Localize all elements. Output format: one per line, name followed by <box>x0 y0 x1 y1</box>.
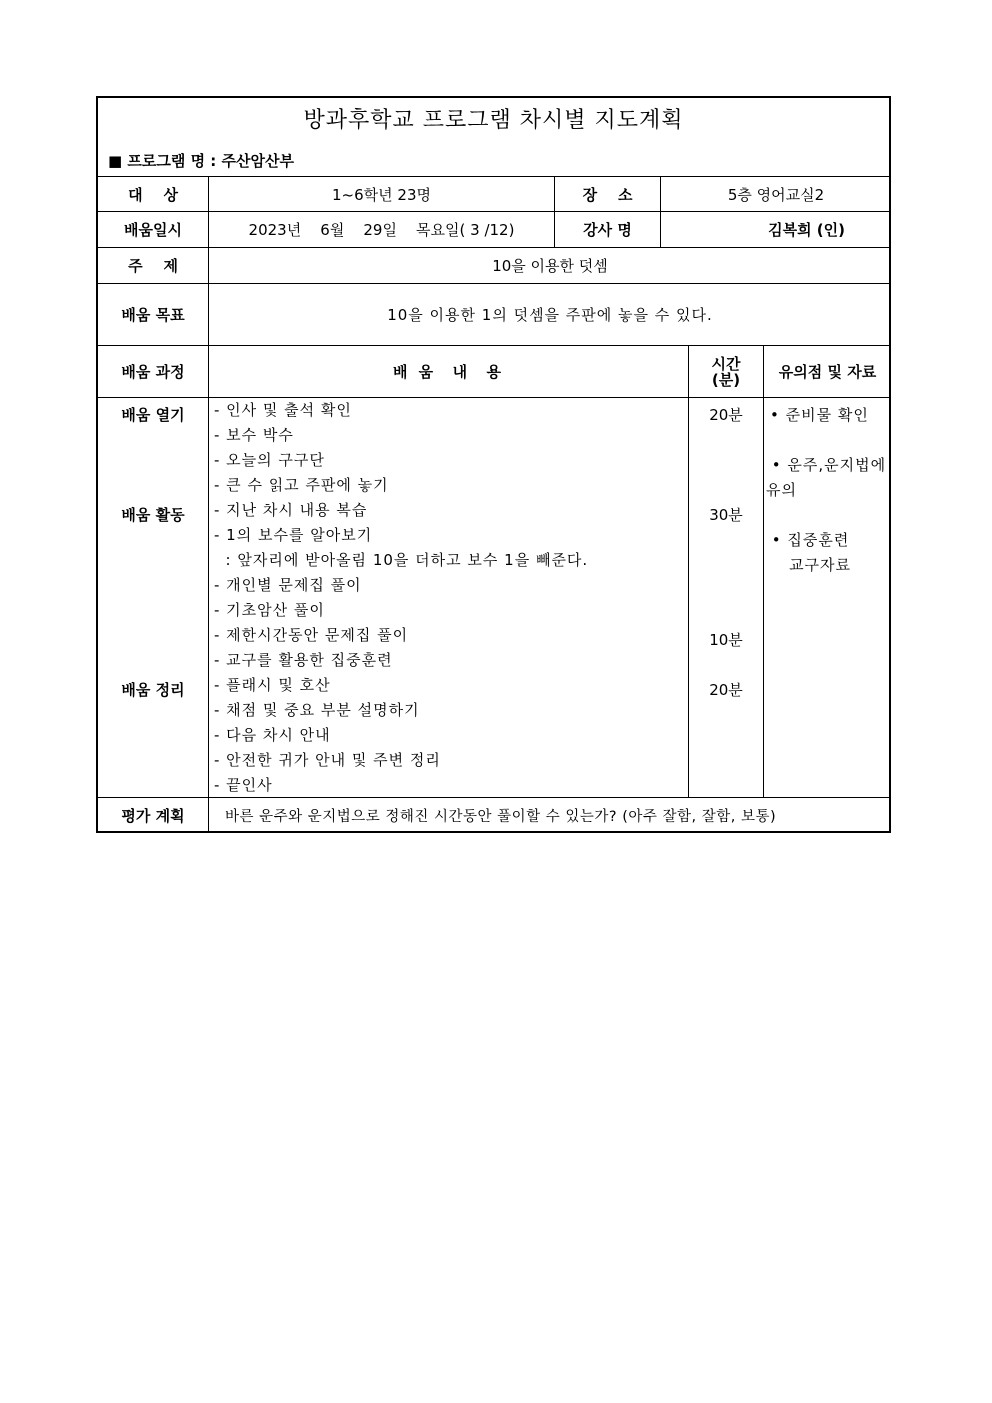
list-item: - 제한시간동안 문제집 풀이 <box>214 626 409 644</box>
column-divider <box>763 345 764 797</box>
teacher-value: 김복희 (인) <box>768 221 845 239</box>
target-label: 대 상 <box>128 185 178 204</box>
list-item: - 지난 차시 내용 복습 <box>214 501 368 519</box>
program-name: ■ 프로그램 명 : 주산암산부 <box>108 152 294 170</box>
goal-label: 배움 목표 <box>121 306 185 324</box>
date-label: 배움일시 <box>124 221 182 239</box>
list-item: - 채점 및 중요 부분 설명하기 <box>214 701 420 719</box>
list-item: - 인사 및 출석 확인 <box>214 401 352 419</box>
target-value: 1~6학년 23명 <box>332 185 431 204</box>
phase-closing: 배움 정리 <box>121 681 185 699</box>
evaluation-label: 평가 계획 <box>121 807 185 825</box>
document-title: 방과후학교 프로그램 차시별 지도계획 <box>303 108 684 133</box>
list-item: - 오늘의 구구단 <box>214 451 325 469</box>
notes-header: 유의점 및 자료 <box>778 363 877 381</box>
list-item: - 다음 차시 안내 <box>214 726 331 744</box>
time-header-line1: 시간 <box>711 354 741 373</box>
list-item: - 안전한 귀가 안내 및 주변 정리 <box>214 751 441 769</box>
process-header: 배움 과정 <box>121 363 185 381</box>
note-technique-1: • 운주,운지법에 <box>766 456 887 474</box>
lesson-plan-table <box>96 96 891 833</box>
list-item: - 플래시 및 호산 <box>214 676 331 694</box>
note-training-1: • 집중훈련 <box>766 531 850 549</box>
place-label: 장 소 <box>582 185 633 204</box>
note-training-2: 교구자료 <box>766 556 852 574</box>
place-value: 5층 영어교실2 <box>727 185 825 204</box>
list-item: - 기초암산 풀이 <box>214 601 325 619</box>
time-header <box>689 346 763 397</box>
list-item: - 보수 박수 <box>214 426 294 444</box>
topic-value: 10을 이용한 덧셈 <box>492 257 608 275</box>
time-header-line2: (분) <box>711 370 741 389</box>
column-divider <box>688 345 689 797</box>
date-value: 2023년 6월 29일 목요일( 3 /12) <box>248 221 515 239</box>
phase-activity: 배움 활동 <box>121 506 185 524</box>
time-closing: 20분 <box>709 681 743 699</box>
list-item: - 교구를 활용한 집중훈련 <box>214 651 393 669</box>
topic-label: 주 제 <box>128 257 178 275</box>
note-technique-2: 유의 <box>766 481 797 499</box>
goal-value: 10을 이용한 1의 덧셈을 주판에 놓을 수 있다. <box>387 306 713 324</box>
list-item: : 앞자리에 받아올림 10을 더하고 보수 1을 빼준다. <box>214 551 589 569</box>
content-list <box>214 398 588 798</box>
phase-opening: 배움 열기 <box>121 406 185 424</box>
list-item: - 1의 보수를 알아보기 <box>214 526 373 544</box>
list-item: - 끝인사 <box>214 776 273 794</box>
list-item: - 큰 수 읽고 주판에 놓기 <box>214 476 389 494</box>
teacher-label: 강사 명 <box>583 221 632 239</box>
time-opening: 20분 <box>709 406 743 424</box>
content-header: 배 움 내 용 <box>392 363 505 381</box>
time-training: 10분 <box>709 631 743 649</box>
evaluation-value: 바른 운주와 운지법으로 정해진 시간동안 풀이할 수 있는가? (아주 잘함, 잘함, 보통) <box>225 809 777 825</box>
list-item: - 개인별 문제집 풀이 <box>214 576 362 594</box>
time-activity: 30분 <box>709 506 743 524</box>
note-materials: • 준비물 확인 <box>770 406 869 424</box>
